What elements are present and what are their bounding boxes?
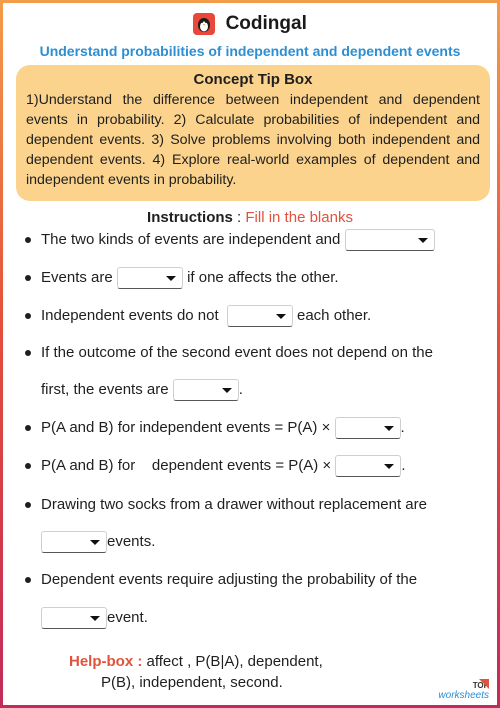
bullet-icon xyxy=(25,425,31,431)
chevron-down-icon xyxy=(418,238,428,243)
answer-dropdown[interactable] xyxy=(345,229,435,251)
help-box-words-line2: P(B), independent, second. xyxy=(101,674,283,691)
question-item xyxy=(25,229,435,251)
question-text: first, the events are xyxy=(41,380,169,398)
bullet-icon xyxy=(25,577,31,583)
logo-text-top: TOP xyxy=(472,681,489,690)
question-item xyxy=(25,343,433,363)
question-text-after: events. xyxy=(107,532,156,550)
instructions xyxy=(3,209,497,226)
answer-dropdown[interactable] xyxy=(335,417,401,439)
question-text-after: . xyxy=(400,418,405,436)
question-item xyxy=(25,455,406,477)
question-item-continuation xyxy=(41,531,155,553)
instructions-value: Fill in the blanks xyxy=(245,209,353,226)
bullet-icon xyxy=(25,463,31,469)
bullet-icon xyxy=(25,237,31,243)
question-item xyxy=(25,267,339,289)
question-text-after: . xyxy=(238,380,243,398)
question-item xyxy=(25,417,405,439)
bullet-icon xyxy=(25,350,31,356)
answer-dropdown[interactable] xyxy=(41,607,107,629)
chevron-down-icon xyxy=(384,426,394,431)
question-item-continuation xyxy=(41,607,148,629)
help-box-words-line1: affect , P(B|A), dependent, xyxy=(146,653,323,670)
question-item xyxy=(25,495,427,515)
concept-tip-box xyxy=(16,65,490,201)
instructions-separator: : xyxy=(232,209,246,226)
chevron-down-icon xyxy=(222,388,232,393)
topworksheets-logo xyxy=(438,681,489,701)
question-item-continuation xyxy=(41,379,243,401)
question-text: Independent events do not xyxy=(41,306,219,324)
question-text: If the outcome of the second event does not depend on the xyxy=(41,344,433,361)
question-item xyxy=(25,305,371,327)
answer-dropdown[interactable] xyxy=(117,267,183,289)
question-text: P(A and B) for independent events = P(A) × xyxy=(41,418,331,436)
chevron-down-icon xyxy=(384,464,394,469)
bullet-icon xyxy=(25,313,31,319)
bullet-icon xyxy=(25,502,31,508)
question-text-after: . xyxy=(401,456,406,474)
question-text-after: if one affects the other. xyxy=(187,268,339,286)
question-text: Drawing two socks from a drawer without replacement are xyxy=(41,496,427,513)
instructions-label: Instructions xyxy=(147,209,233,226)
question-text-after: each other. xyxy=(297,306,372,324)
chevron-down-icon xyxy=(276,314,286,319)
question-text: Events are xyxy=(41,268,113,286)
penguin-icon xyxy=(193,13,215,35)
brand-name: Codingal xyxy=(225,13,307,34)
answer-dropdown[interactable] xyxy=(227,305,293,327)
help-box-label: Help-box : xyxy=(69,653,143,670)
chevron-down-icon xyxy=(90,540,100,545)
brand-header xyxy=(3,13,497,35)
answer-dropdown[interactable] xyxy=(41,531,107,553)
tip-box-title: Concept Tip Box xyxy=(193,71,313,88)
bullet-icon xyxy=(25,275,31,281)
chevron-down-icon xyxy=(166,276,176,281)
answer-dropdown[interactable] xyxy=(173,379,239,401)
logo-triangle-icon xyxy=(479,679,489,689)
answer-dropdown[interactable] xyxy=(335,455,401,477)
logo-text-bottom: worksheets xyxy=(438,690,489,701)
worksheet-subtitle: Understand probabilities of independent and dependent events xyxy=(39,43,461,59)
question-text: Dependent events require adjusting the probability of the xyxy=(41,571,418,588)
question-text-after: event. xyxy=(107,608,148,626)
question-item xyxy=(25,570,417,590)
question-text: The two kinds of events are independent and xyxy=(41,230,341,248)
chevron-down-icon xyxy=(90,616,100,621)
tip-box-body: 1)Understand the difference between independent and dependent events in probability. 2) Calculate probabilities of independent and dependent events. 3) Solve problems involving both independent and dependent events. 4) Explore real-world examples of dependent and independent events in probability. xyxy=(26,92,480,188)
help-box xyxy=(69,651,323,693)
question-text: P(A and B) for dependent events = P(A) × xyxy=(41,456,332,474)
